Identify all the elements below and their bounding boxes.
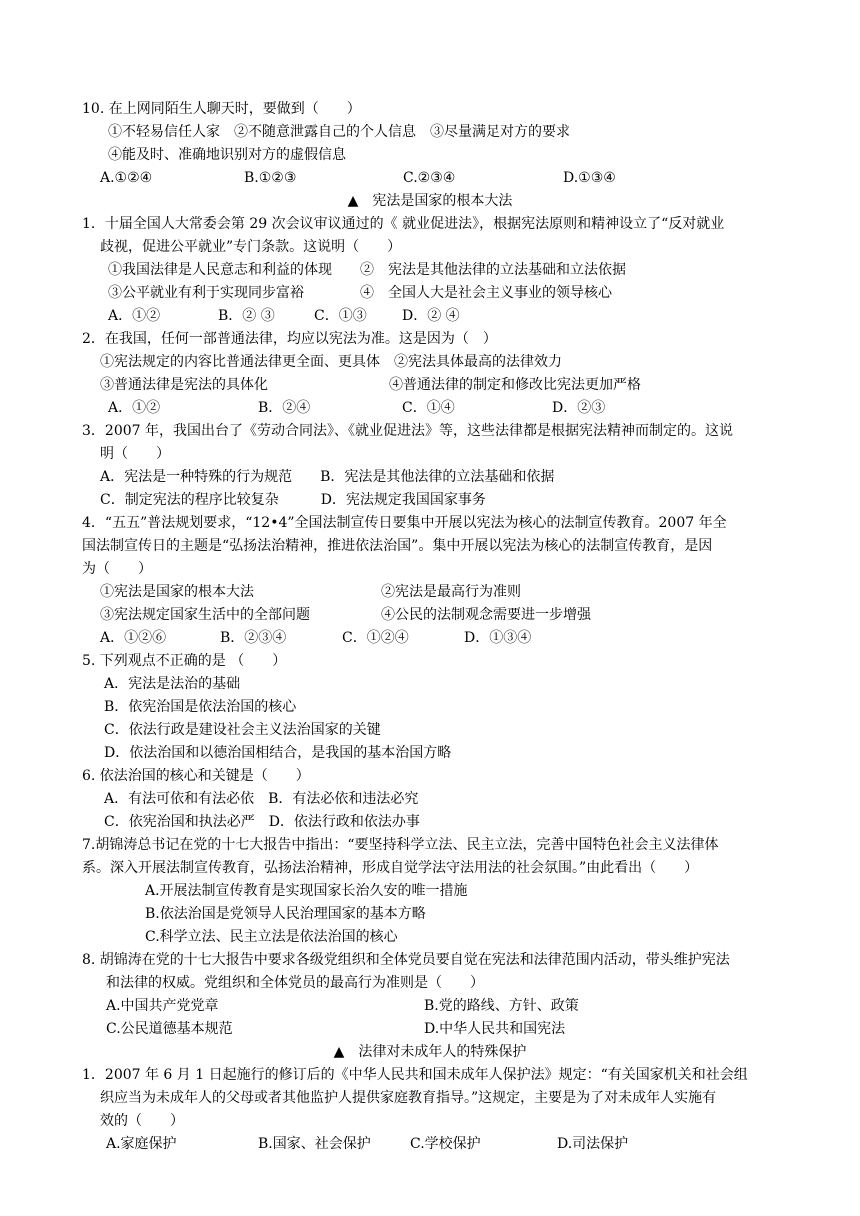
question-6-choices: A．有法可依和有法必依 B．有法必依和违法必究: [104, 791, 419, 807]
question-3-choices: A．宪法是一种特殊的行为规范 B．宪法是其他法律的立法基础和依据: [100, 469, 555, 485]
question-1-options: ③公平就业有利于实现同步富裕 ④ 全国人大是社会主义事业的领导核心: [108, 285, 612, 301]
choice-d: D.中华人民共和国宪法: [424, 1021, 566, 1037]
question-8-stem: 8. 胡锦涛在党的十七大报告中要求各级党组织和全体党员要自觉在宪法和法律范围内活动，带头维护宪法: [82, 952, 730, 968]
question-6-stem: 6. 依法治国的核心和关键是（ ）: [82, 768, 310, 784]
question-1-stem: 效的（ ）: [100, 1113, 184, 1129]
question-8-stem: 和法律的权威。党组织和全体党员的最高行为准则是（ ）: [106, 975, 484, 991]
question-4-options: ④公民的法制观念需要进一步增强: [381, 607, 591, 623]
question-10-options: ①不轻易信任人家 ②不随意泄露自己的个人信息 ③尽量满足对方的要求: [108, 124, 570, 140]
section-heading: [0, 191, 860, 211]
question-1-stem: 歧视，促进公平就业”专门条款。这说明（ ）: [100, 239, 402, 255]
question-4-stem: 4．“五五”普法规划要求，“12•4”全国法制宣传日要集中开展以宪法为核心的法制宣传教育。2007 年全: [82, 515, 727, 531]
question-4-stem: 为（ ）: [82, 561, 152, 577]
question-4-options: ①宪法是国家的根本大法: [100, 584, 254, 600]
question-1-stem: 1．2007 年 6 月 1 日起施行的修订后的《中华人民共和国未成年人保护法》规定：“有关国家机关和社会组: [82, 1067, 748, 1083]
question-10-options: ④能及时、准确地识别对方的虚假信息: [108, 147, 346, 163]
choice-b: B．②③④: [220, 630, 287, 646]
choice-c: C．①③: [314, 308, 367, 324]
question-6-choices: C．依宪治国和执法必严 D．依法行政和依法办事: [104, 814, 420, 830]
choice-a: A．①②: [108, 400, 161, 416]
choice-a: A．①②⑥: [100, 630, 167, 646]
question-3-choices: C．制定宪法的程序比较复杂 D．宪法规定我国国家事务: [100, 492, 486, 508]
choice-c: C.科学立法、民主立法是依法治国的核心: [145, 929, 398, 945]
choice-a: A.①②④: [100, 170, 153, 186]
section-heading-text: 法律对未成年人的特殊保护: [358, 1044, 527, 1060]
question-4-options: ③宪法规定国家生活中的全部问题: [100, 607, 310, 623]
choice-d: D．依法治国和以德治国相结合，是我国的基本治国方略: [104, 745, 452, 761]
choice-d: D.司法保护: [557, 1136, 629, 1152]
question-4-options: ②宪法是最高行为准则: [381, 584, 521, 600]
question-2-options: ①宪法规定的内容比普通法律更全面、更具体 ②宪法具体最高的法律效力: [100, 354, 562, 370]
question-3-stem: 3．2007 年，我国出台了《劳动合同法》、《就业促进法》等，这些法律都是根据宪法精神而制定的。这说: [82, 423, 733, 439]
choice-b: B．依宪治国是依法治国的核心: [104, 699, 297, 715]
choice-a: A．宪法是法治的基础: [104, 676, 241, 692]
choice-c: C．依法行政是建设社会主义法治国家的关键: [104, 722, 381, 738]
question-7-stem: 7.胡锦涛总书记在党的十七大报告中指出：“要坚持科学立法、民主立法，完善中国特色社会主义法律体: [82, 837, 719, 853]
question-7-stem: 系。深入开展法制宣传教育，弘扬法治精神，形成自觉学法守法用法的社会氛围。”由此看出（ ）: [82, 860, 699, 876]
question-1-stem: 织应当为未成年人的父母或者其他监护人提供家庭教育指导。”这规定，主要是为了对未成年人实施有: [100, 1090, 717, 1106]
choice-b: B.依法治国是党领导人民治理国家的基本方略: [145, 906, 426, 922]
question-1-options: ①我国法律是人民意志和利益的体现 ② 宪法是其他法律的立法基础和立法依据: [108, 262, 626, 278]
question-2-stem: 2．在我国，任何一部普通法律，均应以宪法为准。这是因为（ ）: [82, 331, 497, 347]
choice-d: D．①③④: [464, 630, 532, 646]
question-3-stem: 明（ ）: [100, 446, 170, 462]
triangle-icon: ▲: [333, 1044, 345, 1060]
section-heading: [0, 1042, 860, 1062]
choice-b: B.①②③: [244, 170, 297, 186]
choice-b: B.国家、社会保护: [258, 1136, 371, 1152]
question-1-stem: 1．十届全国人大常委会第 29 次会议审议通过的《 就业促进法》，根据宪法原则和精神设立了“反对就业: [82, 216, 725, 232]
question-2-options: ④普通法律的制定和修改比宪法更加严格: [389, 377, 641, 393]
choice-a: A．①②: [108, 308, 161, 324]
triangle-icon: ▲: [347, 193, 359, 209]
section-heading-text: 宪法是国家的根本大法: [372, 193, 513, 209]
choice-c: C.公民道德基本规范: [106, 1021, 233, 1037]
choice-d: D.①③④: [563, 170, 616, 186]
choice-c: C．①②④: [342, 630, 409, 646]
choice-a: A.中国共产党党章: [106, 998, 219, 1014]
question-4-stem: 国法制宣传日的主题是“弘扬法治精神，推进依法治国”。集中开展以宪法为核心的法制宣传教育，是因: [82, 538, 713, 554]
choice-a: A.家庭保护: [106, 1136, 177, 1152]
choice-b: B.党的路线、方针、政策: [424, 998, 579, 1014]
choice-c: C.②③④: [403, 170, 456, 186]
choice-d: D．② ④: [402, 308, 460, 324]
choice-c: C．①④: [402, 400, 455, 416]
choice-b: B．② ③: [218, 308, 275, 324]
question-10-stem: 10. 在上网同陌生人聊天时，要做到（ ）: [82, 101, 361, 117]
choice-c: C.学校保护: [410, 1136, 481, 1152]
choice-d: D．②③: [552, 400, 606, 416]
question-2-options: ③普通法律是宪法的具体化: [100, 377, 268, 393]
choice-b: B．②④: [258, 400, 311, 416]
question-5-stem: 5. 下列观点不正确的是 （ ）: [82, 653, 287, 669]
choice-a: A.开展法制宣传教育是实现国家长治久安的唯一措施: [145, 883, 468, 899]
